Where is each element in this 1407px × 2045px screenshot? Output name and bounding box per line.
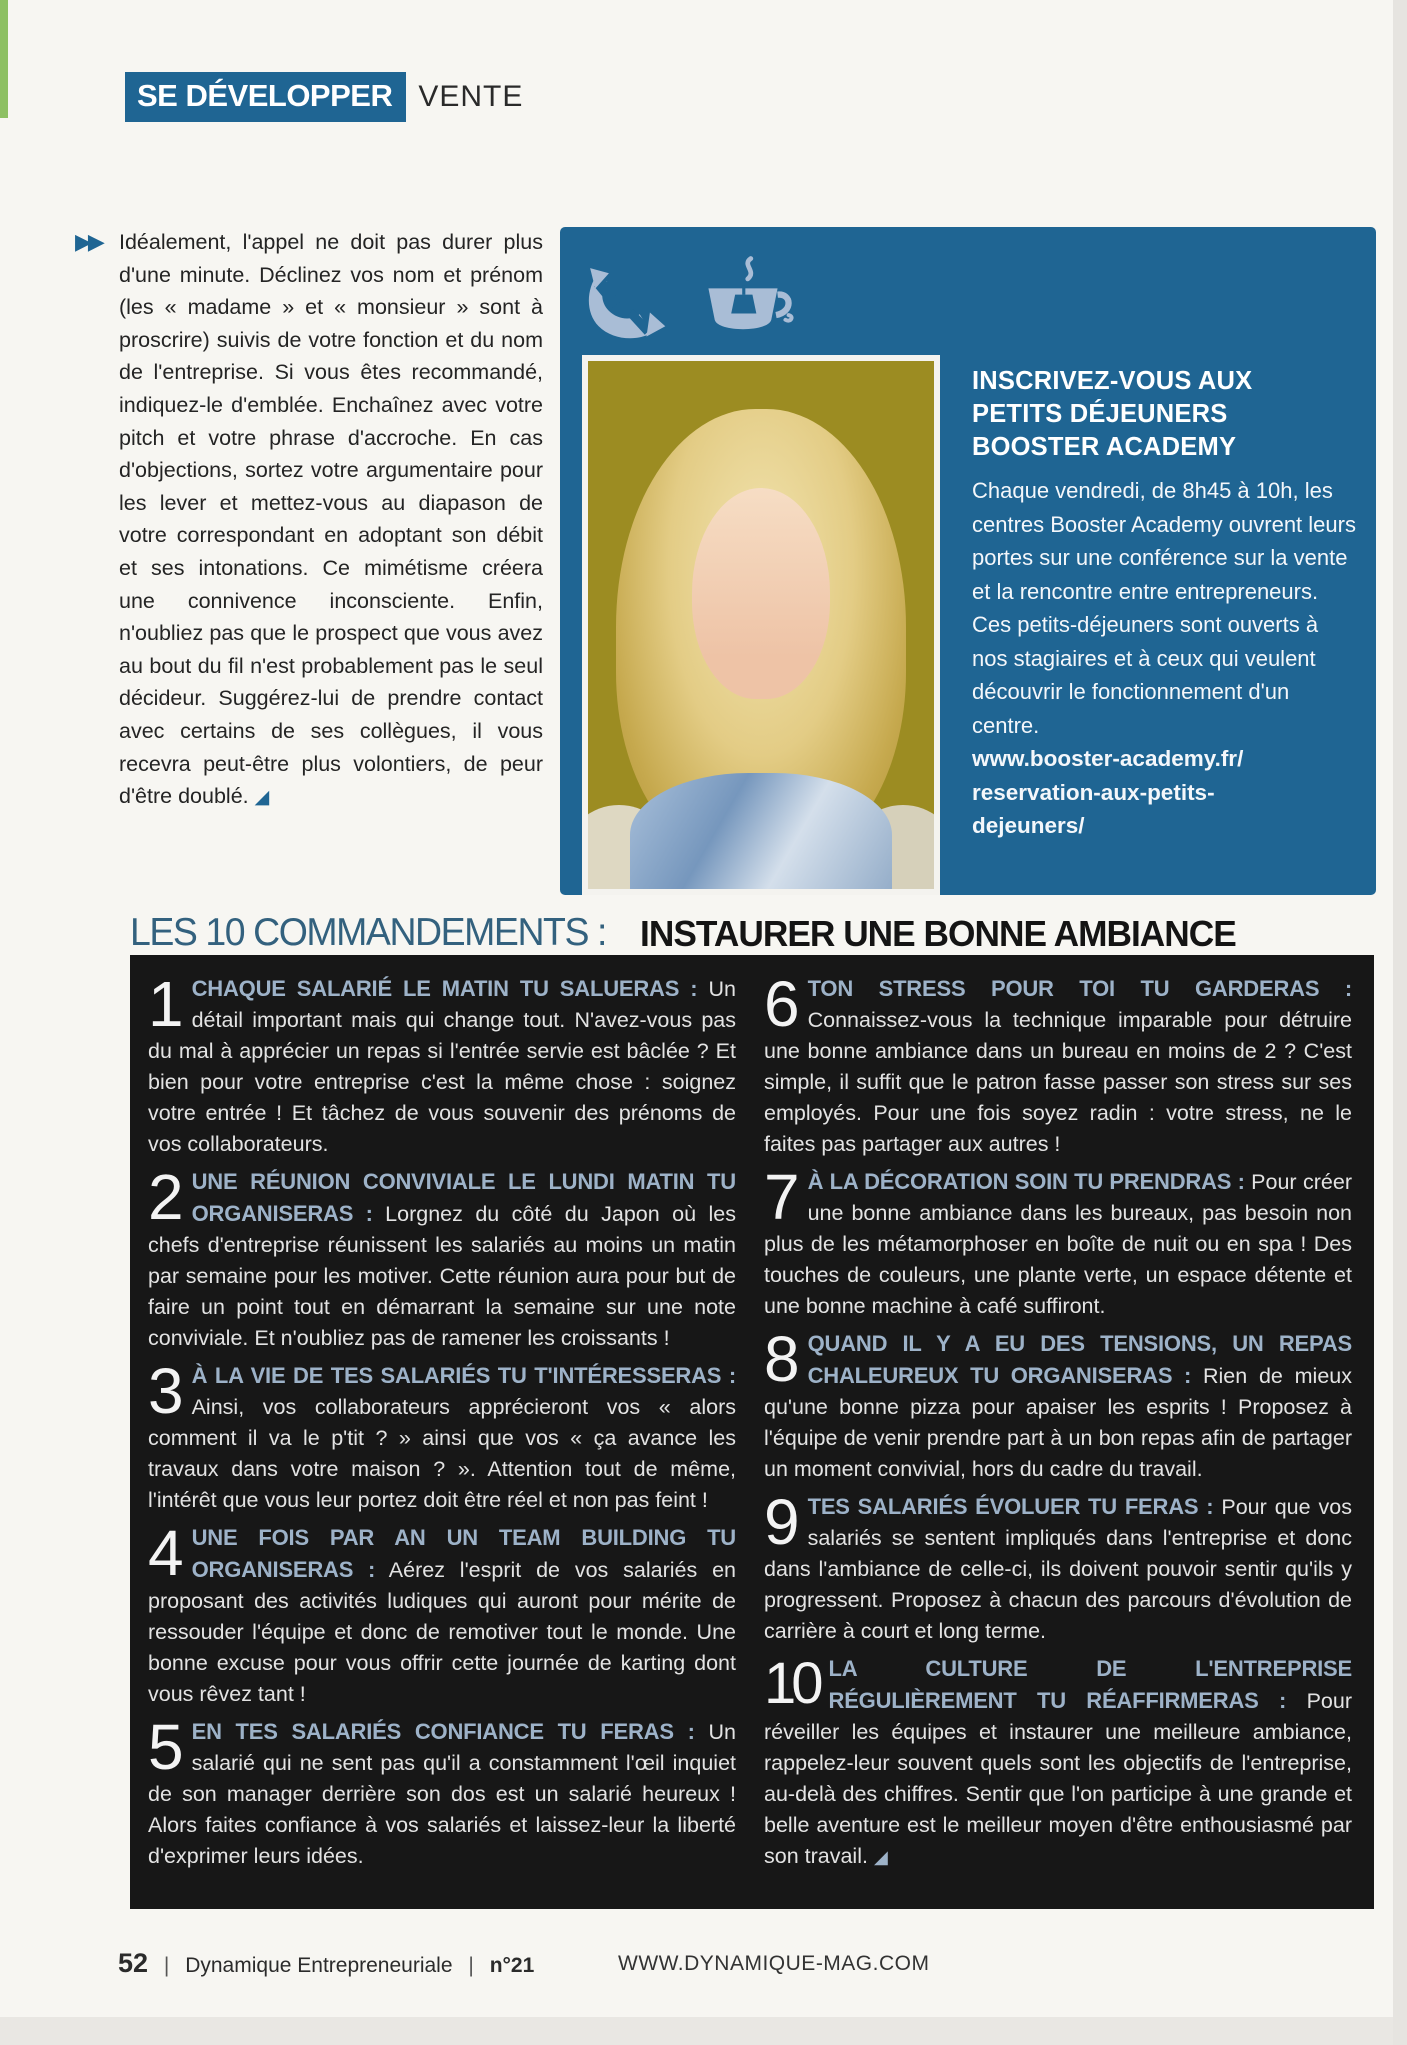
commandment-body: Pour réveiller les équipes et instaurer une meilleure ambiance, rappelez-leur souvent quels sont les objectifs de l'entreprise, au-delà des chiffres. Sentir que l'on participe à une grande et belle aventure est le meilleur moyen d'être enthousiasmé par son travail. [764, 1689, 1352, 1868]
commandment-number: 6 [764, 973, 798, 1040]
promo-url [972, 742, 1358, 843]
promo-url-line: dejeuners/ [972, 813, 1085, 838]
commandments-column-right [764, 973, 1352, 1895]
commandment-item [764, 1328, 1352, 1485]
double-arrow-icon: ▶▶ [75, 229, 101, 254]
photo-scarf [630, 773, 893, 895]
commandment-heading: TON STRESS POUR TOI TU GARDERAS : [807, 976, 1352, 1001]
commandment-heading: UNE FOIS PAR AN UN TEAM BUILDING TU ORGANISERAS : [191, 1525, 736, 1582]
commandment-item [148, 973, 736, 1160]
commandment-item [148, 1166, 736, 1354]
commandment-item [764, 1491, 1352, 1647]
footer-separator: | [468, 1954, 474, 1977]
portrait-photo [582, 355, 940, 895]
intro-text: Idéalement, l'appel ne doit pas durer plus d'une minute. Déclinez vos nom et prénom (les « madame » et « monsieur » sont à proscrire) suivis de votre fonction et du nom de l'entreprise. Si vous êtes recommandé, indiquez-le d'emblée. Enchaînez avec votre pitch et votre phrase d'accroche. En cas d'objections, sortez votre argumentaire pour les lever et mettez-vous au diapason de votre correspondant en adoptant son débit et ses intonations. Ce mimétisme créera une connivence inconsciente. Enfin, n'oubliez pas que le prospect que vous avez au bout du fil n'est probablement pas le seul décideur. Suggérez-lui de prendre contact avec certains de ses collègues, il vous recevra peut-être plus volontiers, de peur d'être doublé. [119, 230, 543, 809]
commandment-item [148, 1716, 736, 1872]
commandment-body: Aérez l'esprit de vos salariés en proposant des activités ludiques qui auront pour mérite de ressouder l'équipe et donc de remotiver tout le monde. Une bonne excuse pour vous offrir cette journée de karting dont vous rêvez tant ! [148, 1558, 736, 1706]
commandment-number: 10 [764, 1653, 819, 1716]
commandment-item [148, 1360, 736, 1516]
intro-column [75, 226, 543, 815]
commandment-heading: À LA DÉCORATION SOIN TU PRENDRAS : [807, 1169, 1245, 1194]
promo-url-line: www.booster-academy.fr/ [972, 746, 1244, 771]
commandment-body: Pour que vos salariés se sentent impliqués dans l'entreprise et donc dans l'ambiance de celle-ci, ils doivent pouvoir sentir qu'ils y progressent. Proposez à chacun des parcours d'évolution de carrière à court et long terme. [764, 1495, 1352, 1643]
magazine-website: WWW.DYNAMIQUE-MAG.COM [618, 1952, 930, 1975]
commandment-heading: EN TES SALARIÉS CONFIANCE TU FERAS : [191, 1719, 695, 1744]
commandments-heading-main: INSTAURER UNE BONNE AMBIANCE [639, 913, 1236, 954]
commandment-body: Lorgnez du côté du Japon où les chefs d'entreprise réunissent les salariés au moins un matin par semaine pour les motiver. Cette réunion aura pour but de faire un point tout en démarrant la semaine sur une note conviviale. Et n'oubliez pas de ramener les croissants ! [148, 1202, 736, 1350]
section-category: VENTE [418, 80, 524, 113]
commandment-item [148, 1522, 736, 1710]
commandment-heading: UNE RÉUNION CONVIVIALE LE LUNDI MATIN TU ORGANISERAS : [191, 1169, 736, 1226]
promo-text [972, 365, 1358, 843]
commandment-item [764, 1653, 1352, 1873]
commandment-number: 8 [764, 1328, 798, 1395]
commandments-heading [130, 908, 1374, 959]
promo-icons [582, 249, 798, 350]
section-label: SE DÉVELOPPER [125, 72, 406, 122]
promo-url-line: reservation-aux-petits- [972, 779, 1215, 805]
commandment-number: 3 [148, 1360, 182, 1427]
commandment-body: Rien de mieux qu'une bonne pizza pour apaiser les esprits ! Proposez à l'équipe de venir prendre part à un bon repas afin de partager un moment convivial, hors du cadre du travail. [764, 1364, 1352, 1481]
section-header [125, 72, 523, 122]
commandment-heading: LA CULTURE DE L'ENTREPRISE RÉGULIÈREMENT TU RÉAFFIRMERAS : [828, 1656, 1352, 1713]
promo-title [972, 365, 1358, 464]
promo-body: Chaque vendredi, de 8h45 à 10h, les centres Booster Academy ouvrent leurs portes sur une conférence sur la vente et la rencontre entre entrepreneurs. Ces petits-déjeuners sont ouverts à nos stagiaires et à ceux qui veulent découvrir le fonctionnement d'un centre. [972, 478, 1356, 738]
commandment-body: Un détail important mais qui change tout. N'avez-vous pas du mal à apprécier un repas si l'entrée servie est bâclée ? Et bien pour votre entreprise c'est la même chose : soignez votre entrée ! Et tâchez de vous souvenir des prénoms de vos collaborateurs. [148, 977, 736, 1156]
commandment-item [764, 973, 1352, 1160]
commandment-number: 9 [764, 1491, 798, 1558]
promo-box [560, 227, 1376, 895]
page-number: 52 [118, 1948, 149, 1978]
article-end-icon: ◢ [254, 787, 270, 809]
commandment-item [764, 1166, 1352, 1322]
commandment-number: 7 [764, 1166, 798, 1233]
commandments-column-left [148, 973, 736, 1895]
intro-paragraph [119, 226, 543, 815]
commandments-heading-accent: LES 10 COMMANDEMENTS : [130, 911, 606, 954]
commandment-number: 1 [148, 973, 182, 1040]
magazine-name: Dynamique Entrepreneuriale [185, 1954, 453, 1977]
commandment-heading: À LA VIE DE TES SALARIÉS TU T'INTÉRESSERAS : [191, 1363, 736, 1388]
promo-title-line: BOOSTER ACADEMY [972, 433, 1237, 461]
croissant-icon [582, 263, 670, 350]
article-end-icon: ◢ [873, 1847, 888, 1867]
footer-separator: | [163, 1954, 170, 1977]
coffee-cup-icon [688, 249, 798, 350]
commandment-heading: TES SALARIÉS ÉVOLUER TU FERAS : [807, 1494, 1214, 1519]
commandments-box [130, 959, 1374, 1909]
page-edge-strip [0, 0, 8, 118]
promo-title-line: PETITS DÉJEUNERS [972, 400, 1228, 428]
commandment-body: Pour créer une bonne ambiance dans les bureaux, pas besoin non plus de les métamorphoser en boîte de nuit ou en spa ! Des touches de couleurs, une plante verte, un espace détente et une bonne machine à café suffiront. [764, 1170, 1352, 1318]
commandment-number: 2 [148, 1166, 182, 1233]
promo-title-line: INSCRIVEZ-VOUS AUX [972, 367, 1253, 395]
photo-face [692, 488, 830, 699]
commandment-heading: QUAND IL Y A EU DES TENSIONS, UN REPAS CHALEUREUX TU ORGANISERAS : [807, 1331, 1352, 1388]
commandment-number: 4 [148, 1522, 182, 1589]
commandment-heading: CHAQUE SALARIÉ LE MATIN TU SALUERAS : [191, 976, 698, 1001]
commandment-body: Un salarié qui ne sent pas qu'il a constamment l'œil inquiet de son manager derrière son dos est un salarié heureux ! Alors faites confiance à vos salariés et laissez-leur la liberté d'exprimer leurs idées. [148, 1720, 736, 1868]
commandment-body: Connaissez-vous la technique imparable pour détruire une bonne ambiance dans un bureau en moins de 2 ? C'est simple, il suffit que le patron fasse passer son stress sur ses employés. Pour une fois soyez radin : votre stress, ne le faites pas partager aux autres ! [764, 1008, 1352, 1156]
commandment-body: Ainsi, vos collaborateurs apprécieront vos « alors comment il va le p'tit ? » ainsi que vos « ça avance les travaux dans votre maison ? ». Attention tout de même, l'intérêt que vous leur portez doit être réel et non pas feint ! [148, 1395, 736, 1512]
page-footer [118, 1948, 1298, 1979]
commandment-number: 5 [148, 1716, 182, 1783]
issue-number: n°21 [489, 1954, 535, 1977]
